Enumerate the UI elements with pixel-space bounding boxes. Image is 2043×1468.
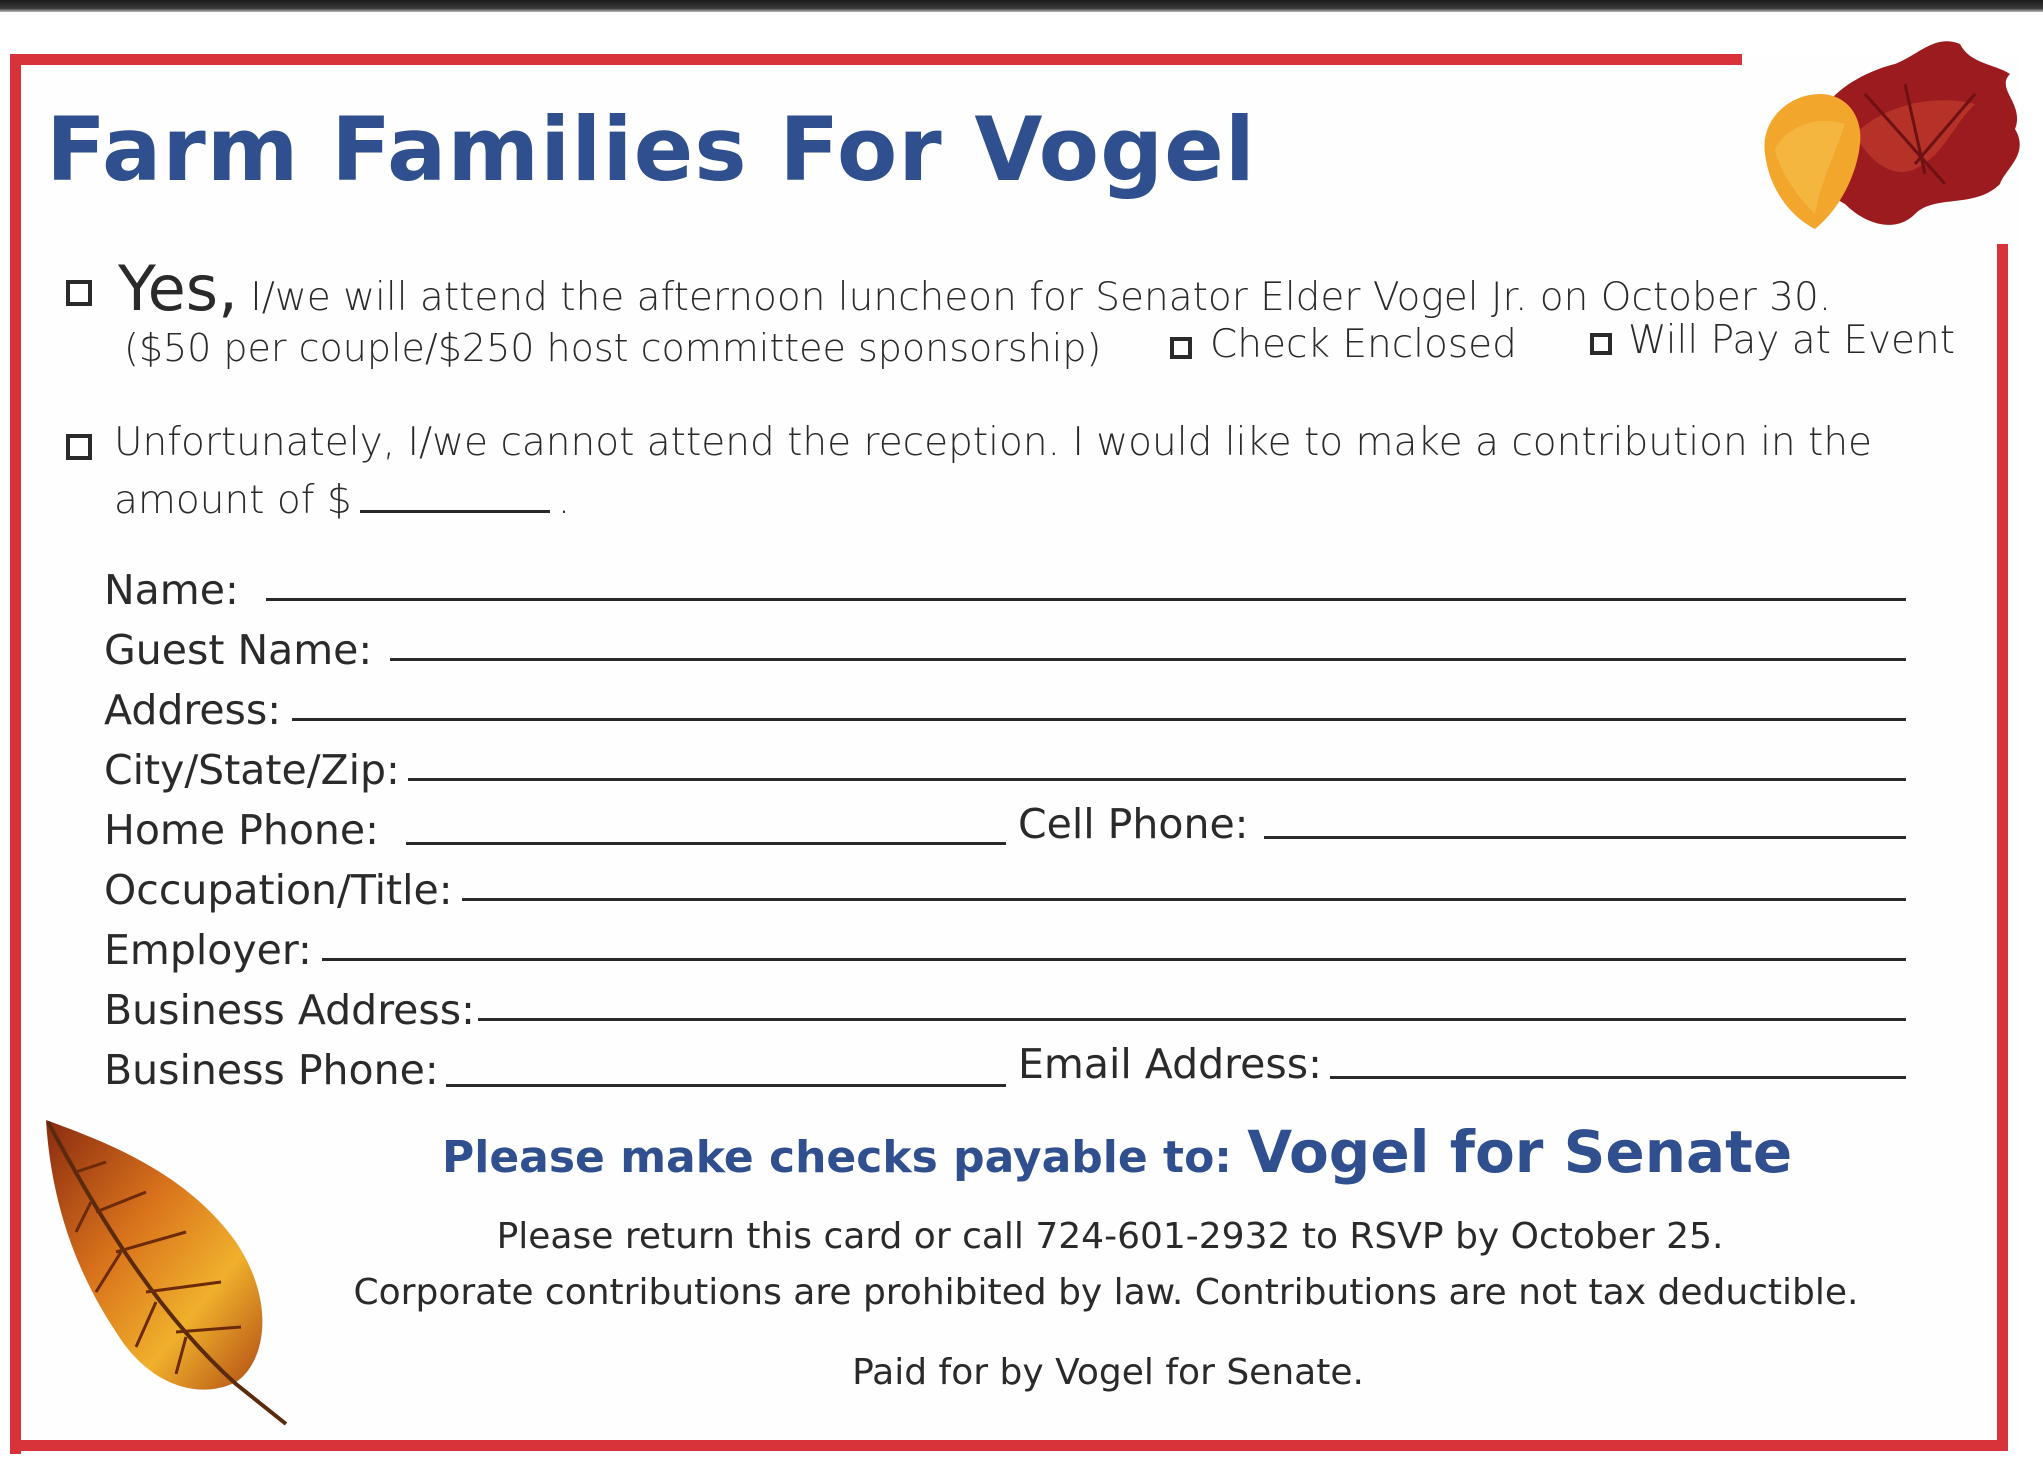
- payee-name: Vogel for Senate: [1247, 1118, 1793, 1186]
- attend-text: [118, 252, 1831, 325]
- border-right: [1997, 244, 2008, 1451]
- city-state-zip-label: City/State/Zip:: [104, 746, 400, 794]
- employer-line[interactable]: [322, 958, 1906, 961]
- home-phone-label: Home Phone:: [104, 806, 379, 854]
- city-state-zip-line[interactable]: [408, 778, 1906, 781]
- border-bottom: [10, 1440, 2008, 1451]
- autumn-leaves-icon: [1745, 34, 2035, 254]
- guest-name-line[interactable]: [390, 658, 1906, 661]
- attend-checkbox[interactable]: [66, 280, 92, 306]
- name-line[interactable]: [266, 598, 1906, 601]
- legal-notice: Corporate contributions are prohibited by law. Contributions are not tax deductible.: [353, 1272, 1859, 1313]
- page-title: Farm Families For Vogel: [46, 98, 1256, 201]
- pay-at-event-checkbox[interactable]: [1590, 333, 1612, 355]
- cell-phone-line[interactable]: [1264, 836, 1906, 839]
- decline-text-line1: Unfortunately, I/we cannot attend the reception. I would like to make a contribution in the: [114, 420, 1873, 465]
- attend-price: ($50 per couple/$250 host committee sponsorship): [124, 326, 1102, 370]
- border-top: [10, 54, 1742, 65]
- employer-label: Employer:: [104, 926, 312, 974]
- business-phone-label: Business Phone:: [104, 1046, 439, 1094]
- decline-checkbox[interactable]: [66, 434, 92, 460]
- yes-word: Yes,: [118, 252, 238, 325]
- amount-suffix: .: [557, 478, 571, 523]
- scan-top-edge: [0, 0, 2043, 12]
- check-enclosed-label: Check Enclosed: [1210, 322, 1517, 367]
- home-phone-line[interactable]: [406, 842, 1006, 845]
- payable-prefix: Please make checks payable to:: [442, 1132, 1232, 1183]
- business-phone-line[interactable]: [446, 1084, 1006, 1087]
- email-line[interactable]: [1330, 1076, 1906, 1079]
- occupation-line[interactable]: [462, 898, 1906, 901]
- check-enclosed-checkbox[interactable]: [1170, 337, 1192, 359]
- amount-prefix: amount of $: [114, 478, 352, 523]
- autumn-leaf-icon: [36, 1112, 306, 1432]
- email-label: Email Address:: [1018, 1040, 1322, 1088]
- business-address-label: Business Address:: [104, 986, 475, 1034]
- address-line[interactable]: [292, 718, 1906, 721]
- guest-name-label: Guest Name:: [104, 626, 373, 674]
- name-label: Name:: [104, 566, 239, 614]
- amount-blank[interactable]: [360, 510, 550, 513]
- occupation-label: Occupation/Title:: [104, 866, 453, 914]
- business-address-line[interactable]: [478, 1018, 1906, 1021]
- pay-at-event-label: Will Pay at Event: [1628, 318, 1956, 363]
- payable-line: [442, 1118, 1792, 1186]
- attend-description: I/we will attend the afternoon luncheon for Senator Elder Vogel Jr. on October 30.: [250, 275, 1832, 320]
- paid-for-notice: Paid for by Vogel for Senate.: [852, 1352, 1364, 1393]
- return-instructions: Please return this card or call 724-601-2932 to RSVP by October 25.: [496, 1216, 1724, 1257]
- border-left: [10, 54, 21, 1454]
- decline-text-line2: [114, 478, 570, 523]
- address-label: Address:: [104, 686, 282, 734]
- cell-phone-label: Cell Phone:: [1018, 800, 1249, 848]
